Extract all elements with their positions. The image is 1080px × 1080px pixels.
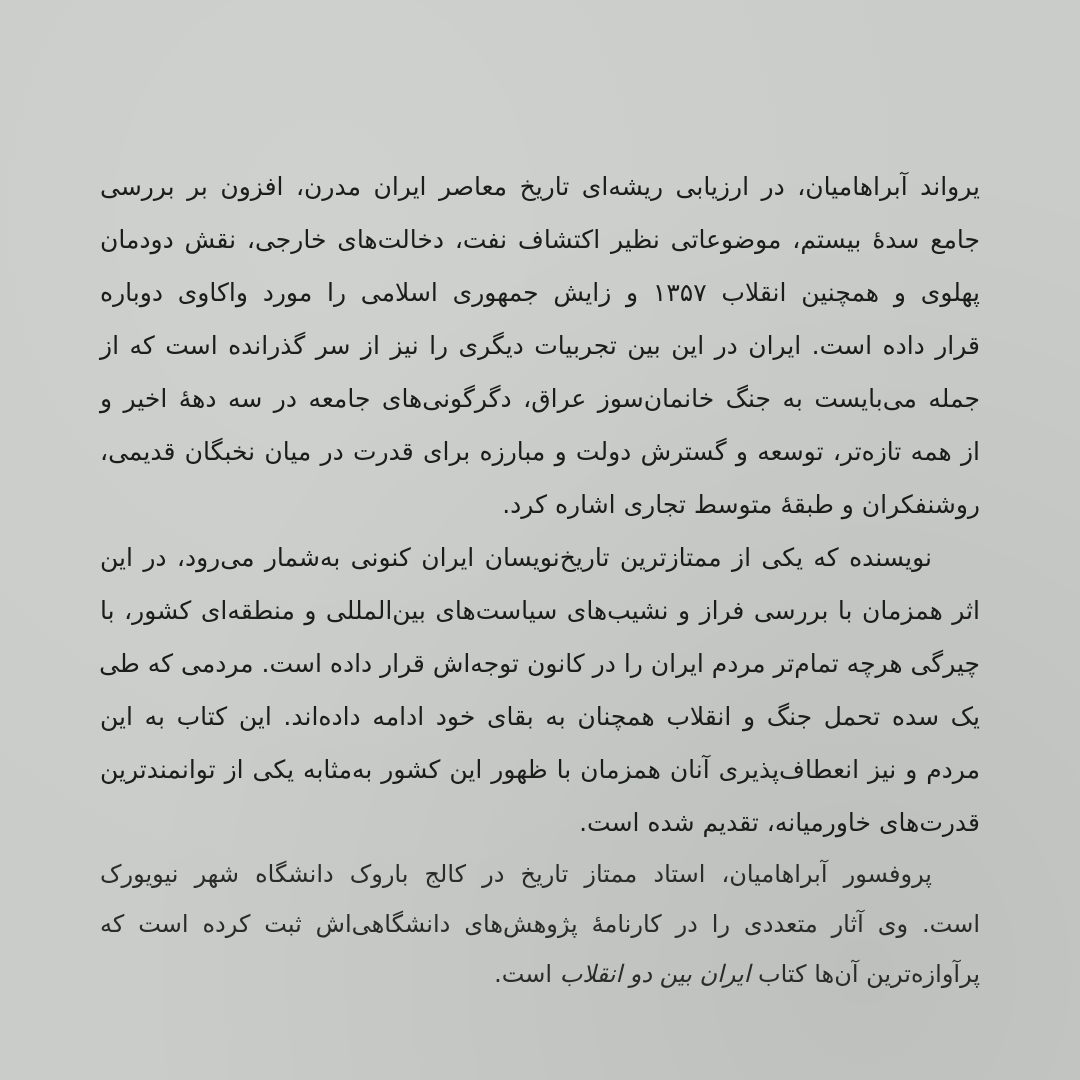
author-bio-paragraph [100,849,980,999]
text-segment: پرآوازه‌ترین آن‌ها کتاب [758,960,980,988]
text-line: مردم و نیز انعطاف‌پذیری آنان همزمان با ظهور این کشور به‌مثابه یکی از توانمندترین [100,755,980,784]
text-line: نویسنده که یکی از ممتازترین تاریخ‌نویسان ایران کنونی به‌شمار می‌رود، در این [100,543,932,572]
text-line: جامع سدهٔ بیستم، موضوعاتی نظیر اکتشاف نفت، دخالت‌های خارجی، نقش دودمان [100,225,980,254]
text-line: اثر همزمان با بررسی فراز و نشیب‌های سیاست‌های بین‌المللی و منطقه‌ای کشور، با [100,596,980,625]
text-line: قرار داده است. ایران در این بین تجربیات دیگری را نیز از سر گذرانده است که از [100,331,980,360]
text-line: از همه تازه‌تر، توسعه و گسترش دولت و مبارزه برای قدرت در میان نخبگان قدیمی، [100,437,980,466]
text-line: چیرگی هرچه تمام‌تر مردم ایران را در کانون توجه‌اش قرار داده است. مردمی که طی [99,649,980,678]
text-line: پهلوی و همچنین انقلاب ۱۳۵۷ و زایش جمهوری اسلامی را مورد واکاوی دوباره [100,278,981,307]
paragraph-1 [100,160,980,531]
book-title: ایران بین دو انقلاب [559,960,751,988]
text-line: است. وی آثار متعددی را در کارنامهٔ پژوهش‌های دانشگاهی‌اش ثبت کرده است که [100,910,980,938]
text-segment: است. [494,960,553,988]
text-line: یک سده تحمل جنگ و انقلاب همچنان به بقای خود ادامه داده‌اند. این کتاب به این [100,702,980,731]
text-line-last [100,949,980,999]
back-cover-text [100,160,980,999]
paragraph-2 [100,531,980,849]
text-line: پروفسور آبراهامیان، استاد ممتاز تاریخ در کالج باروک دانشگاه شهر نیویورک [100,860,932,888]
text-line: قدرت‌های خاورمیانه، تقدیم شده است. [579,808,980,837]
text-line: یرواند آبراهامیان، در ارزیابی ریشه‌ای تاریخ معاصر ایران مدرن، افزون بر بررسی [100,172,980,201]
text-line: جمله می‌بایست به جنگ خانمان‌سوز عراق، دگرگونی‌های جامعه در سه دههٔ اخیر و [100,384,980,413]
text-line: روشنفکران و طبقهٔ متوسط تجاری اشاره کرد. [502,490,980,519]
